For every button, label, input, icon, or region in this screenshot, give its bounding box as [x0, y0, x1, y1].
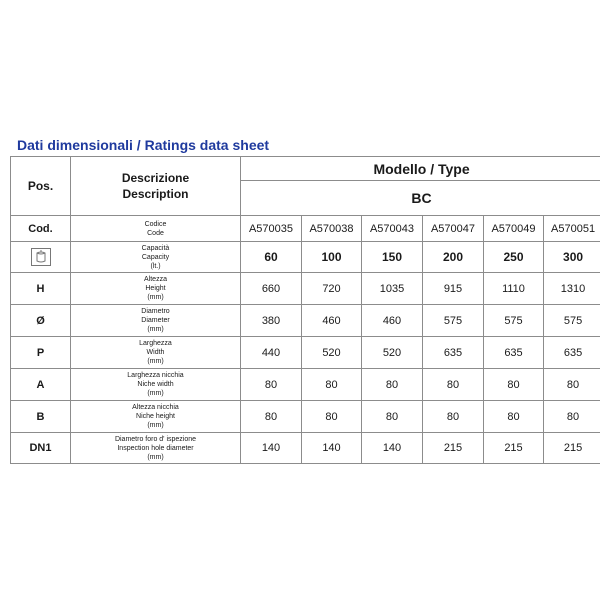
- desc-line: (mm): [147, 422, 164, 429]
- value-cell: 635: [544, 337, 600, 369]
- description-header-en: Description: [122, 187, 189, 201]
- desc-line: (mm): [147, 390, 164, 397]
- code-cell: A570047: [423, 216, 484, 242]
- desc-line: (mm): [147, 294, 164, 301]
- description-cell: [71, 273, 241, 305]
- desc-line: Inspection hole diameter: [117, 444, 194, 452]
- value-cell: 140: [241, 433, 302, 464]
- value-cell: 80: [423, 401, 484, 433]
- pos-cell: [11, 242, 71, 273]
- value-cell: 460: [302, 305, 362, 337]
- description-cell: [71, 433, 241, 464]
- pos-cell: Ø: [11, 305, 71, 337]
- desc-line: Larghezza nicchia: [127, 372, 184, 379]
- desc-line: Capacity: [141, 253, 170, 261]
- value-cell: 80: [302, 401, 362, 433]
- desc-line: Altezza: [144, 276, 167, 283]
- value-cell: 915: [423, 273, 484, 305]
- desc-line: Niche height: [136, 413, 175, 420]
- description-cell: [71, 369, 241, 401]
- desc-line: Altezza nicchia: [132, 404, 179, 411]
- desc-line: Niche width: [137, 381, 174, 388]
- capacity-cell: 200: [423, 242, 484, 273]
- value-cell: 575: [544, 305, 600, 337]
- value-cell: 80: [423, 369, 484, 401]
- description-header-it: Descrizione: [121, 171, 190, 185]
- code-cell: A570049: [484, 216, 544, 242]
- code-cell: A570038: [302, 216, 362, 242]
- pos-cell: DN1: [11, 433, 71, 464]
- desc-line: (mm): [147, 453, 164, 461]
- value-cell: 635: [423, 337, 484, 369]
- series-header: BC: [241, 181, 600, 216]
- value-cell: 80: [484, 369, 544, 401]
- value-cell: 80: [544, 369, 600, 401]
- desc-line: Width: [146, 349, 165, 356]
- value-cell: 520: [362, 337, 423, 369]
- value-cell: 215: [544, 433, 600, 464]
- capacity-cell: 100: [302, 242, 362, 273]
- code-cell: A570043: [362, 216, 423, 242]
- table-row: [11, 273, 600, 305]
- tank-icon: [31, 248, 51, 266]
- table-row: [11, 369, 600, 401]
- description-cell: [71, 401, 241, 433]
- table-row: [11, 401, 600, 433]
- desc-line: Capacità: [141, 244, 170, 252]
- value-cell: 440: [241, 337, 302, 369]
- table-row-codes: [11, 216, 600, 242]
- value-cell: 575: [423, 305, 484, 337]
- value-cell: 215: [484, 433, 544, 464]
- description-cell: [71, 216, 241, 242]
- value-cell: 1310: [544, 273, 600, 305]
- table-row-capacity: [11, 242, 600, 273]
- value-cell: 80: [302, 369, 362, 401]
- description-cell: [71, 337, 241, 369]
- table-row: [11, 433, 600, 464]
- desc-line: Height: [145, 285, 166, 292]
- value-cell: 660: [241, 273, 302, 305]
- description-cell: [71, 305, 241, 337]
- code-cell: A570035: [241, 216, 302, 242]
- capacity-cell: 150: [362, 242, 423, 273]
- value-cell: 140: [362, 433, 423, 464]
- value-cell: 80: [484, 401, 544, 433]
- value-cell: 1035: [362, 273, 423, 305]
- desc-line: Diametro foro d' ispezione: [114, 435, 197, 443]
- value-cell: 140: [302, 433, 362, 464]
- pos-cell: B: [11, 401, 71, 433]
- value-cell: 460: [362, 305, 423, 337]
- ratings-table: [10, 156, 600, 464]
- value-cell: 520: [302, 337, 362, 369]
- desc-line: Diameter: [141, 317, 170, 324]
- desc-line: (mm): [147, 358, 164, 365]
- capacity-cell: 300: [544, 242, 600, 273]
- value-cell: 380: [241, 305, 302, 337]
- value-cell: 80: [362, 401, 423, 433]
- code-cell: A570051: [544, 216, 600, 242]
- table-row: [11, 305, 600, 337]
- pos-cell: P: [11, 337, 71, 369]
- description-header: [71, 157, 241, 216]
- value-cell: 215: [423, 433, 484, 464]
- value-cell: 80: [362, 369, 423, 401]
- value-cell: 80: [241, 369, 302, 401]
- model-header: Modello / Type: [241, 157, 600, 181]
- description-cell: [71, 242, 241, 273]
- pos-cell: H: [11, 273, 71, 305]
- desc-line: (mm): [147, 326, 164, 333]
- desc-line: Diametro: [141, 308, 170, 315]
- value-cell: 80: [241, 401, 302, 433]
- value-cell: 720: [302, 273, 362, 305]
- table-row: [11, 337, 600, 369]
- page-title: Dati dimensionali / Ratings data sheet: [17, 137, 270, 153]
- desc-line: Larghezza: [139, 340, 172, 347]
- capacity-cell: 60: [241, 242, 302, 273]
- desc-line: Codice: [144, 220, 167, 228]
- desc-line: Code: [147, 229, 164, 237]
- value-cell: 1110: [484, 273, 544, 305]
- value-cell: 575: [484, 305, 544, 337]
- pos-cell: A: [11, 369, 71, 401]
- value-cell: 80: [544, 401, 600, 433]
- capacity-cell: 250: [484, 242, 544, 273]
- pos-header: Pos.: [11, 157, 71, 216]
- pos-cell: Cod.: [11, 216, 71, 242]
- desc-line: (lt.): [150, 262, 161, 270]
- value-cell: 635: [484, 337, 544, 369]
